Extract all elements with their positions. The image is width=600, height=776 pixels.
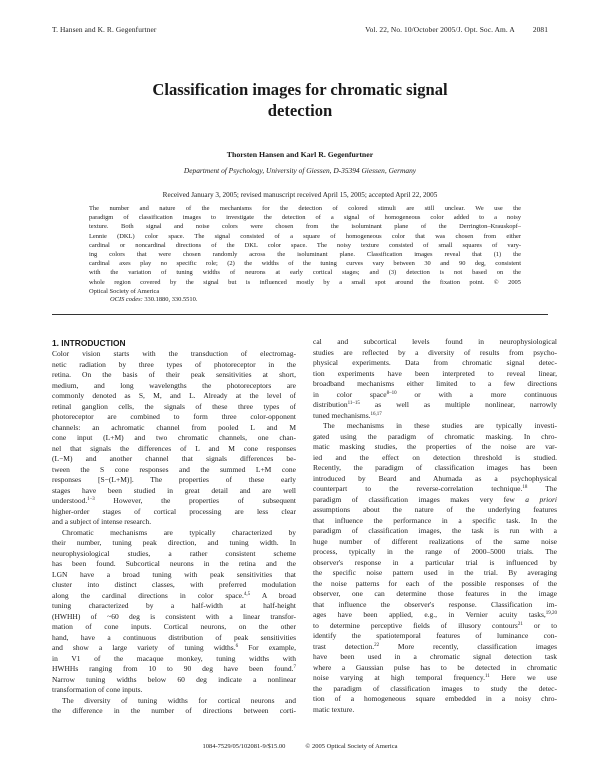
body-line: The mechanisms in these studies are typically investi- [323, 421, 557, 430]
page-footer [0, 743, 600, 750]
section-divider [52, 314, 548, 315]
line-text: or with a more continuous [396, 389, 557, 399]
body-line [313, 621, 557, 632]
body-line: neurophysiological studies, a rather consistent scheme [52, 548, 296, 558]
body-line [313, 484, 557, 495]
line-text: noise varying at high temporal frequency. [313, 673, 485, 682]
body-line: process, typically in the range of 2000–5000 trials. The [313, 547, 557, 556]
body-line: where a Gaussian pulse has to be detected in chromatic [313, 662, 557, 672]
line-text: and show a large variety of tuning widths. [52, 643, 236, 652]
line-text: Here we use [489, 673, 557, 682]
body-line: transformation of cone inputs. [52, 685, 143, 694]
footer-code: 1084-7529/05/102081-9/$15.00 [202, 743, 286, 750]
citation-superscript: 21 [517, 621, 523, 627]
body-line [313, 411, 557, 422]
title-line-1: Classification images for chromatic signal [152, 80, 448, 99]
body-line: paradigm of classification images, the task is run with a [313, 526, 557, 535]
body-line: the difference in the number of directions between corti- [52, 706, 296, 715]
body-line: stages have been studied in great detail and are well [52, 485, 296, 495]
body-line [52, 664, 296, 675]
abstract-line: whole region covered by the signal but is influenced mostly by a small spot around the fixation point. © 2005 [89, 278, 521, 286]
body-line: observer, one can determine those features in the image [313, 589, 557, 598]
citation-superscript: 6 [235, 644, 239, 649]
line-text: HWHHs ranging from 10 to 90 deg have been found. [52, 664, 294, 673]
body-line: The diversity of tuning widths for cortical neurons and [62, 695, 296, 705]
body-line: cluster into distinct classes, with preferred modulation [52, 580, 296, 589]
body-line: physical experiments. Data from chromatic signal detec- [313, 358, 557, 367]
body-line: retina. On the basis of their peak sensitivities at short, [52, 370, 296, 379]
body-line: cone input (L+M) and two chromatic channels, one chan- [52, 433, 296, 442]
line-text: A broad [250, 590, 296, 600]
body-line: Chromatic mechanisms are typically characterized by [62, 527, 296, 537]
body-line: in V1 of the macaque monkey, tuning widths with [52, 653, 296, 663]
body-line: cal and subcortical levels found in neurophysiological [313, 337, 557, 346]
affiliation: Department of Psychology, University of Giessen, D-35394 Giessen, Germany [183, 166, 417, 175]
title-line-2: detection [267, 101, 333, 120]
ocis-codes [110, 296, 197, 303]
body-line: mation of cone inputs. Cortical neurons, on the other [52, 622, 296, 631]
abstract-line: paradigm of classification images to investigate the detection of a signal of homogeneous color added to a noisy [89, 214, 521, 222]
received-dates: Received January 3, 2005; revised manuscript received April 15, 2005; accepted April 22, 2005 [162, 191, 438, 199]
body-line: LGN have a broad tuning with peak sensitivities that [52, 569, 296, 579]
running-header-authors: T. Hansen and K. R. Gegenfurtner [52, 25, 157, 34]
body-line: broadband mechanisms either limited to a few directions [313, 379, 557, 388]
citation-superscript: 11 [484, 674, 490, 679]
body-line: assumptions about the nature of the underlying features [313, 505, 557, 514]
emphasis-text: a priori [525, 494, 557, 504]
abstract-line: ing colors that were chosen randomly across the isoluminant plane. Classification images reveal that (1) the [89, 251, 521, 259]
body-line: Color vision starts with the transduction of electromag- [52, 349, 296, 358]
line-text: along the cardinal directions in color space. [52, 590, 244, 600]
citation-superscript: 18 [522, 485, 528, 490]
body-line: medium, and long wavelengths the photoreceptors are [52, 380, 296, 390]
line-text: paradigm of classification images makes very few [313, 494, 515, 504]
line-text: tuned mechanisms. [313, 410, 371, 420]
journal-citation: Vol. 22, No. 10/October 2005/J. Opt. Soc. Am. A [365, 25, 515, 34]
body-line: identify the spatiotemporal features of luminance con- [313, 631, 557, 640]
body-line: that influence the performance in a specific task. In the [313, 515, 557, 525]
body-line: photoreceptor are combined to form three color-opponent [52, 412, 296, 421]
body-line: tion experiments have been interpreted to reveal linear, [313, 368, 557, 378]
author-list: Thorsten Hansen and Karl R. Gegenfurtner [226, 150, 374, 159]
line-text: ages have been applied, e.g., in Vernier acuity tasks, [313, 610, 546, 619]
line-text: counterpart to the reverse-correlation technique. [313, 484, 523, 493]
body-line: huge number of different realizations of the same noise [313, 536, 557, 546]
body-line: and a subject of intense research. [52, 517, 152, 526]
body-line: netic radiation by three types of photoreceptor in the [52, 359, 296, 369]
citation-superscript: 8–10 [386, 390, 397, 396]
body-line [313, 390, 557, 401]
body-line: the specific noise pattern used in the trial. By averaging [313, 568, 557, 577]
body-line [52, 496, 296, 507]
citation-superscript: 19,20 [545, 611, 557, 616]
body-line: gated using the paradigm of chromatic masking. In chro- [313, 431, 557, 441]
citation-superscript: 4,5 [243, 591, 251, 597]
abstract-line: cardinal axes play no specific role; (2) the widths of the tuning curves vary between 30 and 90 deg, consistent [89, 260, 521, 268]
body-line: their number, tuning peak direction, and tuning width. In [52, 538, 296, 547]
line-text: distribution [313, 400, 348, 409]
page-number: 2081 [532, 25, 548, 34]
body-line [313, 400, 557, 411]
line-text: understood. [52, 496, 88, 505]
body-line: nel that signals the differences of L and M cone responses [52, 443, 296, 453]
body-line [52, 591, 296, 602]
body-line: observer's response in a particular trial is influenced by [313, 557, 557, 567]
ocis-values: 330.1880, 330.5510. [144, 296, 198, 303]
citation-superscript: 22 [374, 642, 380, 648]
body-line: introduced by Beard and Ahumada as a psychophysical [313, 473, 557, 483]
line-text: or to [522, 620, 557, 630]
body-line: responses [S−(L+M)]. The properties of these early [52, 475, 296, 484]
body-line: (L−M) and another channel that signals differences be- [52, 454, 296, 463]
body-line: matic texture. [313, 704, 355, 714]
line-text: The [527, 484, 557, 493]
abstract-line: with the variation of tuning widths of neurons at early cortical stages; and (3) detection is not based on the [89, 269, 521, 277]
line-text: More recently, classification images [379, 641, 557, 651]
abstract-line: Optical Society of America [89, 287, 160, 295]
abstract-line: The number and nature of the mechanisms for the detection of colored stimuli are still unclear. We use the [89, 205, 521, 212]
line-text: in color space [313, 389, 387, 399]
body-line [313, 495, 557, 506]
body-line [313, 673, 557, 684]
body-line: higher-order stages of cortical processing are less clear [52, 506, 296, 516]
body-line: retinal ganglion cells, the signals of these three types of [52, 401, 296, 411]
body-line: that influence the observer's response. Classification im- [313, 599, 557, 609]
body-line: have been used in a chromatic signal detection task [313, 652, 557, 661]
body-line: Narrow tuning widths below 60 deg indicate a nonlinear [52, 674, 296, 684]
body-line: the paradigm of classification images to study the detec- [313, 683, 557, 693]
line-text: to determine perceptive fields of illusory contours [313, 620, 518, 630]
abstract-line: texture. Both signal and noise colors were chosen from the isoluminant plane of the Derrington–Krauskopf– [89, 223, 521, 231]
body-line: (HWHH) of ~60 deg is consistent with a linear transfor- [52, 611, 296, 621]
section-heading: 1. INTRODUCTION [52, 338, 126, 348]
line-text: However, the properties of subsequent [94, 496, 296, 505]
citation-superscript: 1–3 [87, 497, 95, 502]
body-line [313, 642, 557, 653]
footer-copyright: © 2005 Optical Society of America [305, 743, 398, 750]
abstract-line: cardinal or noncardinal directions of the DKL color space. The noisy texture consisted of small squares of vary- [89, 241, 521, 249]
running-header-journal [365, 25, 548, 34]
body-line: has been found. Subcortical neurons in the retina and the [52, 559, 296, 568]
body-line: matic masking studies, the properties of the noise are var- [313, 442, 557, 451]
paper-title [0, 79, 600, 121]
body-line: the noise patterns for each of the possible responses of the [313, 578, 557, 588]
body-line: studies are reflected by a diversity of results from psycho- [313, 347, 557, 357]
citation-superscript: 7 [293, 665, 296, 670]
body-line: tuning characterized by a half-width at half-height [52, 601, 296, 610]
line-text: trast detection. [313, 641, 375, 651]
body-line: tween the S cone responses and the summed L+M cone [52, 464, 296, 474]
body-line: tion of a homogeneous square embedded in a noisy chro- [313, 694, 557, 703]
citation-superscript: 16,17 [370, 411, 382, 417]
body-line [313, 610, 557, 621]
body-line: Recently, the paradigm of classification images has been [313, 463, 557, 472]
body-line: ied and the effect on detection threshold is studied. [313, 452, 557, 462]
body-line: channels: an achromatic channel from pooled L and M [52, 422, 296, 432]
body-line: hand, have a continuous distribution of peak sensitivities [52, 632, 296, 642]
line-text: For example, [238, 643, 296, 652]
citation-superscript: 11–15 [347, 401, 360, 406]
ocis-label: OCIS codes: [110, 296, 143, 303]
right-column [313, 337, 557, 715]
abstract [89, 204, 521, 296]
left-column [52, 337, 296, 717]
body-line: commonly denoted as S, M, and L. Already at the level of [52, 391, 296, 400]
abstract-line: Lennie (DKL) color space. The signal consisted of a square of homogeneous color that was chosen from either [89, 232, 521, 240]
line-text: as well as multiple nonlinear, narrowly [359, 400, 557, 409]
body-line [52, 643, 296, 654]
